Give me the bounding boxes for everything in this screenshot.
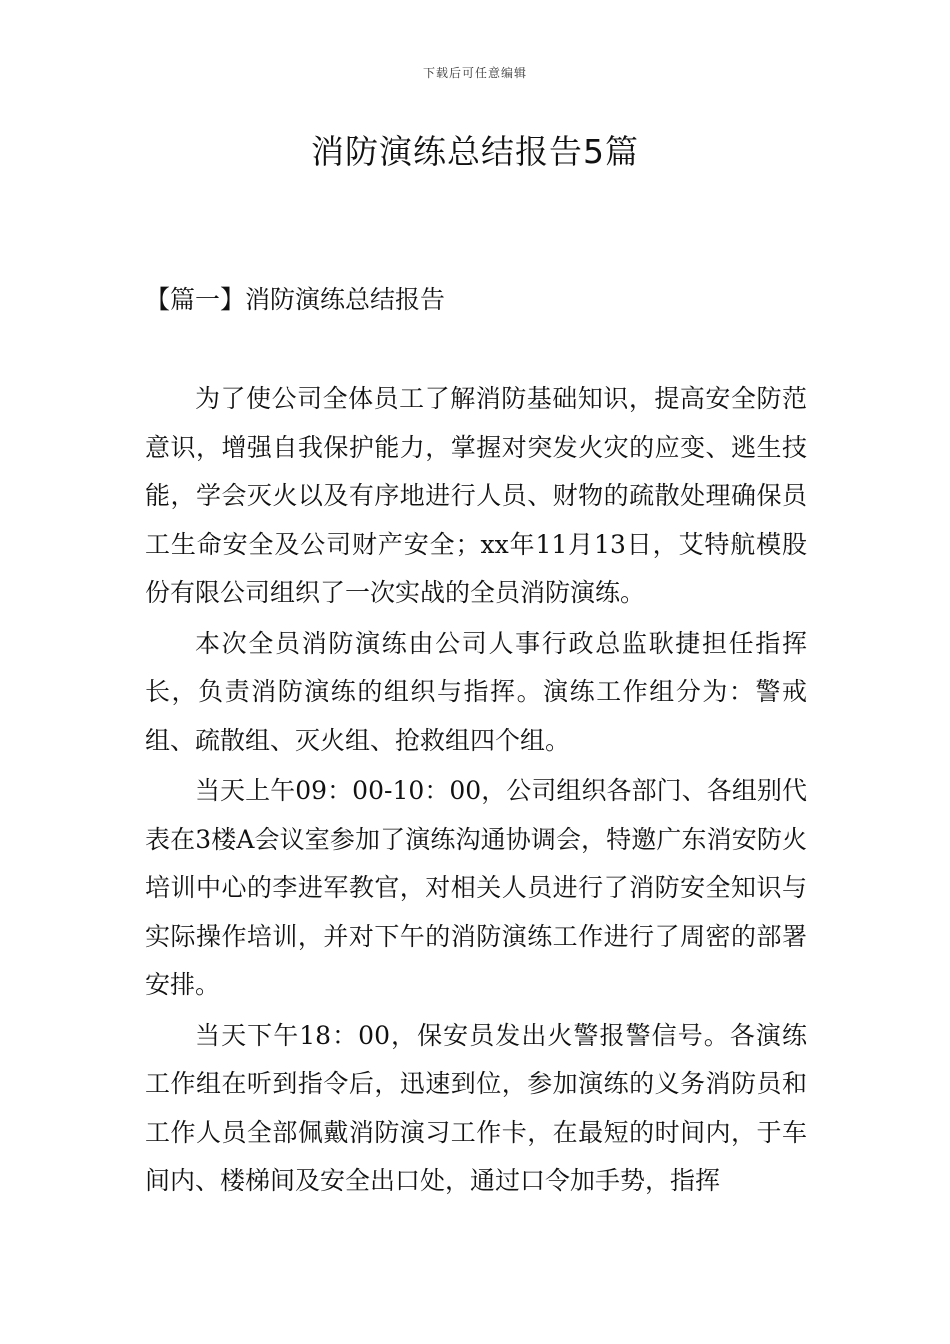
header-note: 下载后可任意编辑 bbox=[422, 66, 527, 80]
paragraph-2: 本次全员消防演练由公司人事行政总监耿捷担任指挥长，负责消防演练的组织与指挥。演练工作组分为：警戒组、疏散组、灭火组、抢救组四个组。 bbox=[145, 628, 807, 755]
paragraph-3: 当天上午09：00-10：00，公司组织各部门、各组别代表在3楼A会议室参加了演练沟通协调会，特邀广东消安防火培训中心的李进军教官，对相关人员进行了消防安全知识与实际操作培训，并对下午的消防演练工作进行了周密的部署安排。 bbox=[145, 776, 807, 999]
paragraph-1: 为了使公司全体员工了解消防基础知识，提高安全防范意识，增强自我保护能力，掌握对突发火灾的应变、逃生技能，学会灭火以及有序地进行人员、财物的疏散处理确保员工生命安全及公司财产安全；xx年11月13日，艾特航模股份有限公司组织了一次实战的全员消防演练。 bbox=[145, 384, 807, 607]
section-heading: 【篇一】消防演练总结报告 bbox=[145, 285, 446, 314]
document-title: 消防演练总结报告5篇 bbox=[311, 132, 639, 171]
body-text bbox=[145, 375, 807, 1208]
paragraph-4: 当天下午18：00，保安员发出火警报警信号。各演练工作组在听到指令后，迅速到位，参加演练的义务消防员和工作人员全部佩戴消防演习工作卡，在最短的时间内，于车间内、楼梯间及安全出口处，通过口令加手势，指挥 bbox=[145, 1020, 807, 1195]
